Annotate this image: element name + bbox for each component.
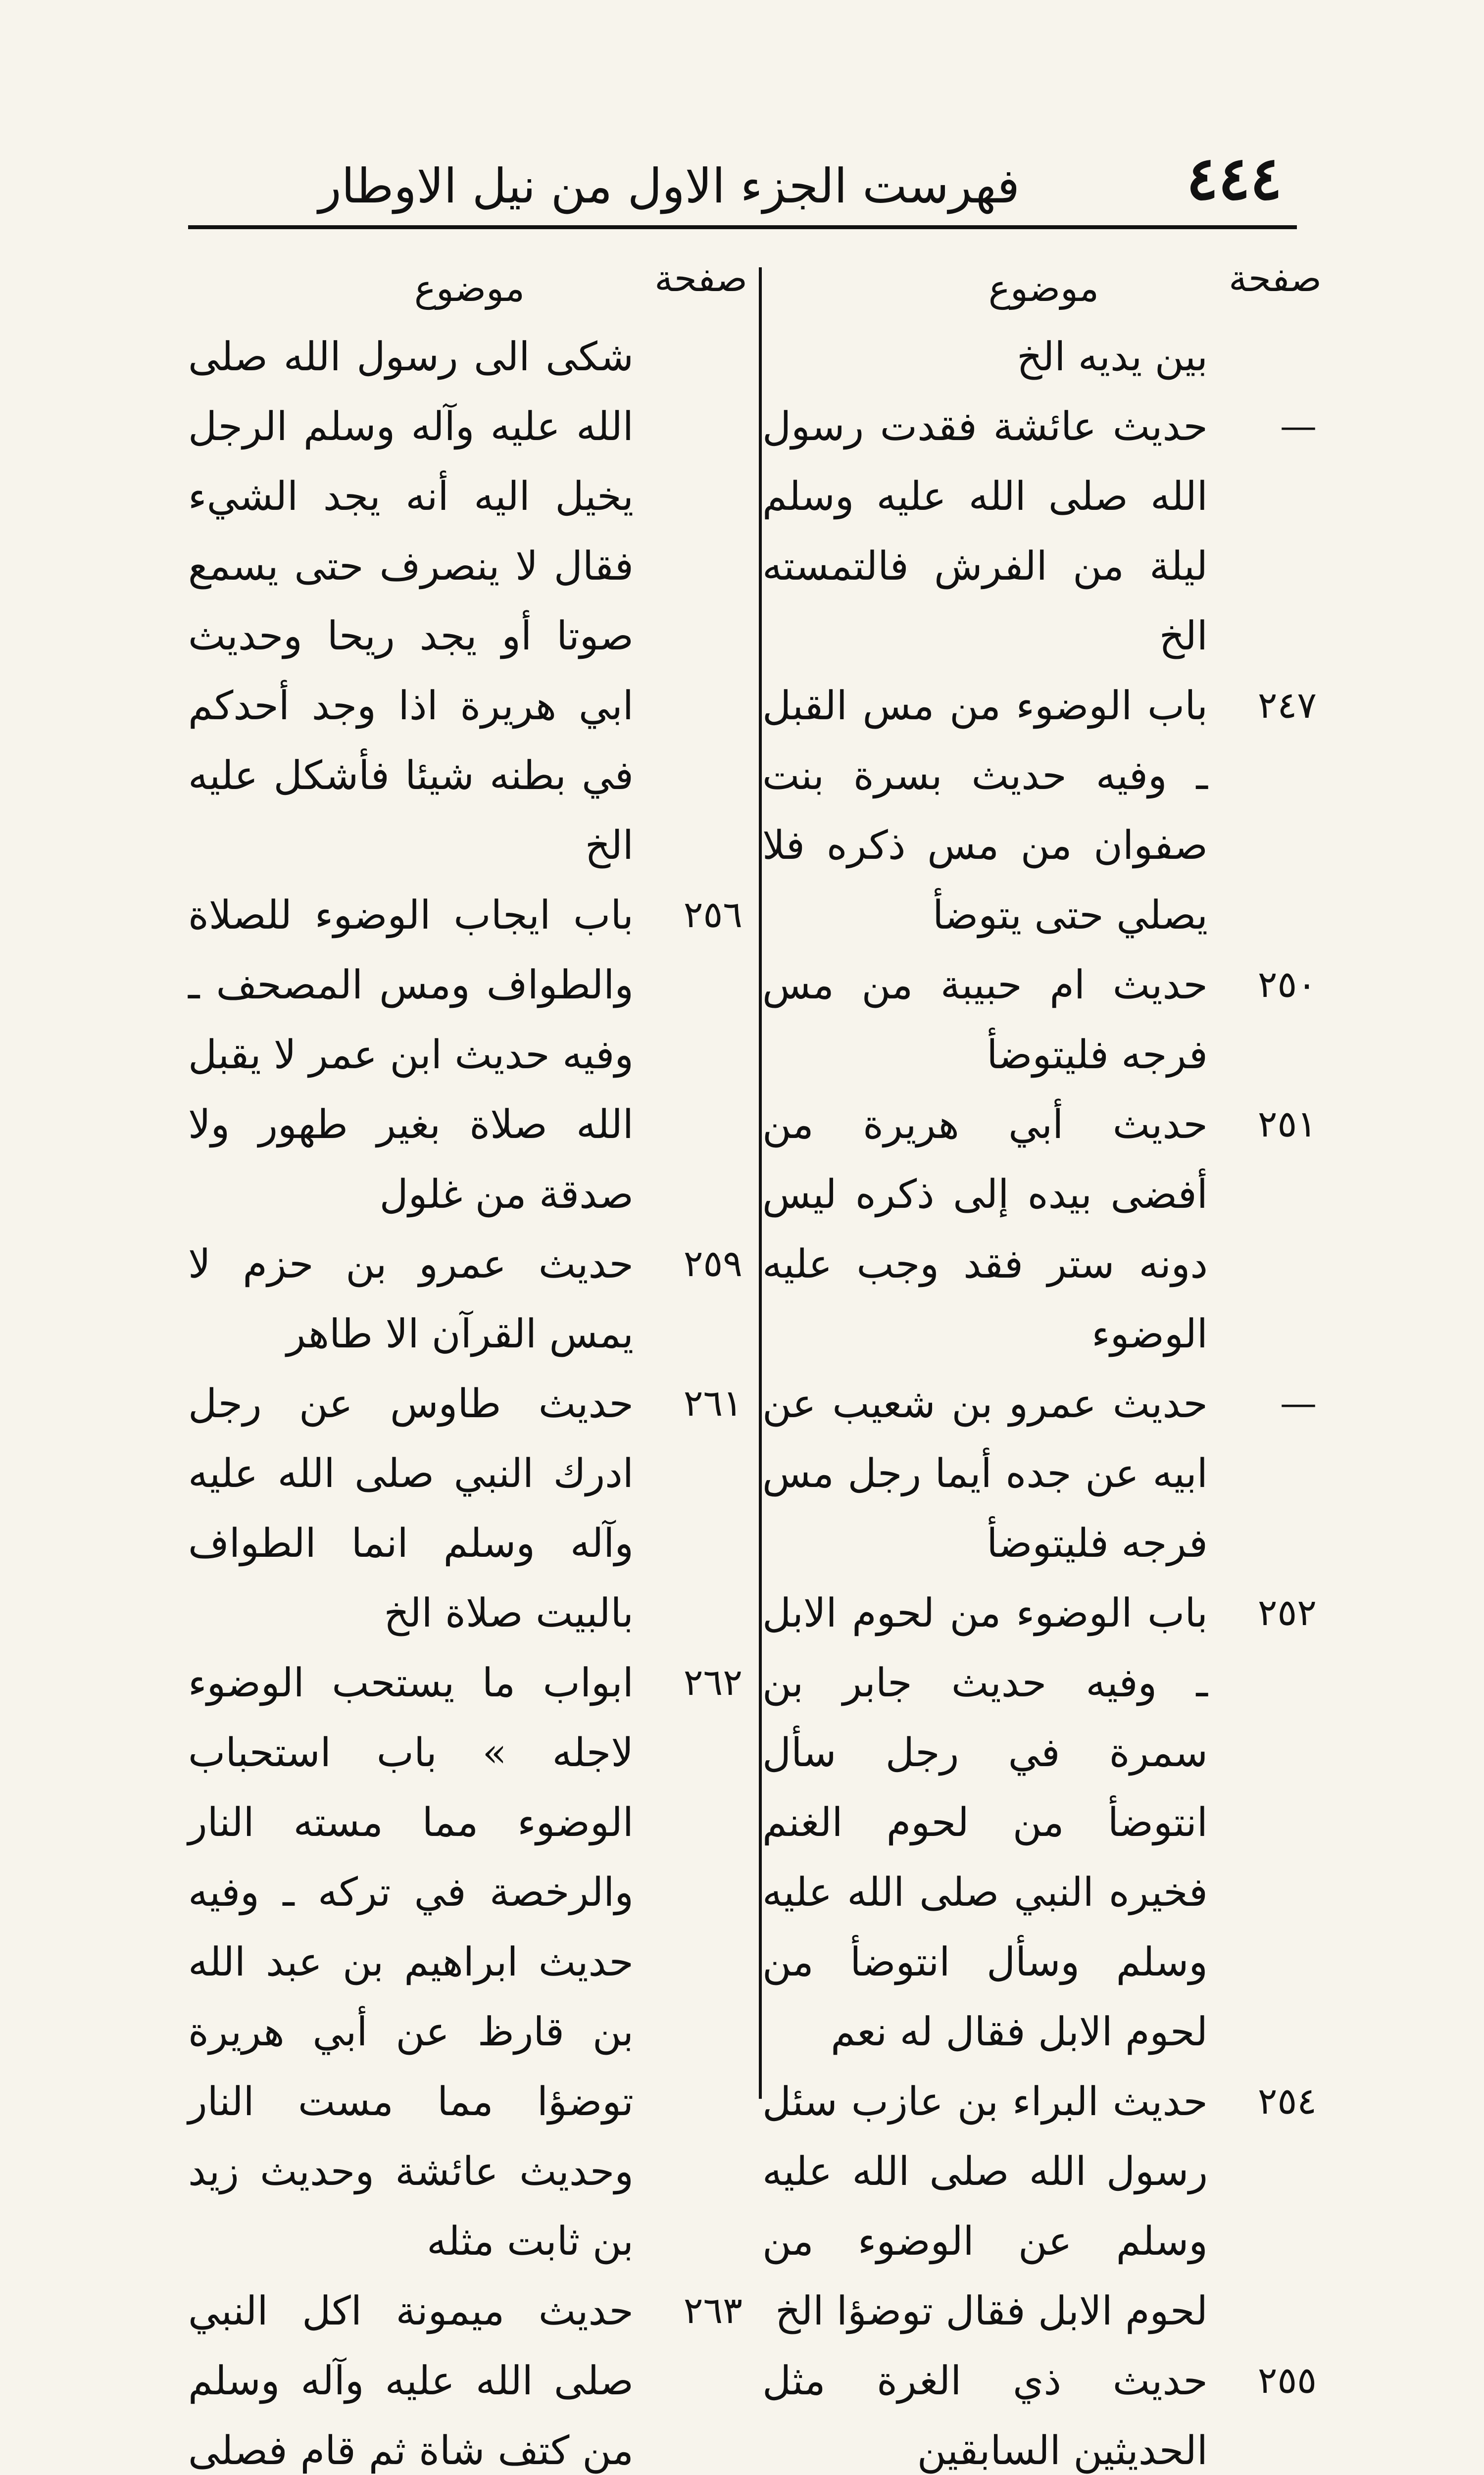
index-entry xyxy=(762,1578,1322,2067)
column-divider xyxy=(759,267,762,2099)
entry-topic: حديث ميمونة اكل النبي صلى الله عليه وآله وسلم من كتف شاة ثم قام فصلى xyxy=(188,2288,634,2474)
index-entry xyxy=(188,322,747,880)
entry-topic: شكى الى رسول الله صلى الله عليه وآله وسلم الرجل يخيل اليه أنه يجد الشيء فقال لا ينصرف حتى يسمع صوتا أو يجد ريحا وحديث ابي هريرة اذا وجد أحدكم في بطنه شيئا فأشكل عليه الخ xyxy=(188,334,634,868)
entry-topic: حديث ذي الغرة مثل الحديثين السابقين xyxy=(762,2358,1208,2474)
index-entry xyxy=(188,1369,747,1648)
page-column-label: صفحة xyxy=(1229,257,1322,300)
entry-topic: حديث عائشة فقدت رسول الله صلى الله عليه وسلم ليلة من الفرش فالتمسته الخ xyxy=(762,403,1208,659)
entry-page-number: ٢٦٢ xyxy=(683,1661,742,1704)
entry-page-number: ٢٥٠ xyxy=(1257,963,1317,1006)
index-entries xyxy=(188,322,747,2475)
entry-page-number: ٢٥٥ xyxy=(1257,2359,1317,2402)
topic-column-label: موضوع xyxy=(414,267,525,310)
page-column-label: صفحة xyxy=(654,257,747,300)
index-column-right xyxy=(762,248,1322,2475)
index-entry xyxy=(188,2276,747,2475)
entry-topic: حديث ام حبيبة من مس فرجه فليتوضأ xyxy=(762,962,1208,1078)
entry-page-number: ٢٥٩ xyxy=(683,1242,742,1285)
index-entry xyxy=(762,950,1322,1089)
entry-page-number: ٢٥٢ xyxy=(1257,1591,1317,1634)
index-entry xyxy=(762,322,1322,392)
entry-page-number: — xyxy=(1280,405,1317,447)
entry-topic: ابواب ما يستحب الوضوء لاجله » باب استحباب الوضوء مما مسته النار والرخصة في تركه ـ وفيه حديث ابراهيم بن عبد الله بن قارظ عن أبي هريرة توضؤا مما مست النار وحديث عائشة وحديث زيد بن ثابت مثله xyxy=(188,1660,634,2264)
index-entries xyxy=(762,322,1322,2475)
index-entry xyxy=(762,1089,1322,1369)
entry-topic: باب ايجاب الوضوء للصلاة والطواف ومس المصحف ـ وفيه حديث ابن عمر لا يقبل الله صلاة بغير طهور ولا صدقة من غلول xyxy=(188,892,634,1217)
index-entry xyxy=(762,2067,1322,2346)
topic-column-label: موضوع xyxy=(988,267,1099,310)
entry-page-number: ٢٥٤ xyxy=(1257,2080,1317,2123)
index-entry xyxy=(762,671,1322,950)
index-entry xyxy=(188,880,747,1229)
entry-page-number: ٢٦١ xyxy=(683,1382,742,1425)
header-rule xyxy=(188,225,1297,229)
entry-topic: حديث البراء بن عازب سئل رسول الله صلى الله عليه وسلم عن الوضوء من لحوم الابل فقال توضؤا الخ xyxy=(762,2079,1208,2334)
column-header xyxy=(188,248,747,322)
entry-topic: بين يديه الخ xyxy=(1017,334,1208,380)
entry-page-number: ٢٤٧ xyxy=(1257,684,1317,727)
index-entry xyxy=(762,1369,1322,1578)
entry-page-number: — xyxy=(1280,1382,1317,1425)
column-header xyxy=(762,248,1322,322)
index-column-left xyxy=(188,248,747,2475)
entry-topic: باب الوضوء من لحوم الابل ـ وفيه حديث جابر بن سمرة في رجل سأل انتوضأ من لحوم الغنم فخيره النبي صلى الله عليه وسلم وسأل انتوضأ من لحوم الابل فقال له نعم xyxy=(762,1590,1208,2055)
index-entry xyxy=(188,1229,747,1369)
page-header xyxy=(188,124,1297,238)
entry-page-number: ٢٥١ xyxy=(1257,1103,1317,1145)
entry-topic: حديث عمرو بن شعيب عن ابيه عن جده أيما رجل مس فرجه فليتوضأ xyxy=(762,1381,1208,1566)
entry-topic: باب الوضوء من مس القبل ـ وفيه حديث بسرة بنت صفوان من مس ذكره فلا يصلي حتى يتوضأ xyxy=(762,683,1208,938)
index-entry xyxy=(762,392,1322,671)
page-title: فهرست الجزء الاول من نيل الاوطار xyxy=(318,158,1020,214)
entry-page-number: ٢٦٣ xyxy=(683,2289,742,2332)
entry-topic: حديث طاوس عن رجل ادرك النبي صلى الله عليه وآله وسلم انما الطواف بالبيت صلاة الخ xyxy=(188,1381,634,1636)
page-number: ٤٤٤ xyxy=(1186,144,1282,213)
entry-topic: حديث عمرو بن حزم لا يمس القرآن الا طاهر xyxy=(188,1241,634,1357)
index-entry xyxy=(762,2346,1322,2475)
index-entry xyxy=(188,1648,747,2276)
entry-page-number: ٢٥٦ xyxy=(683,893,742,936)
entry-topic: حديث أبي هريرة من أفضى بيده إلى ذكره ليس دونه ستر فقد وجب عليه الوضوء xyxy=(762,1101,1208,1357)
